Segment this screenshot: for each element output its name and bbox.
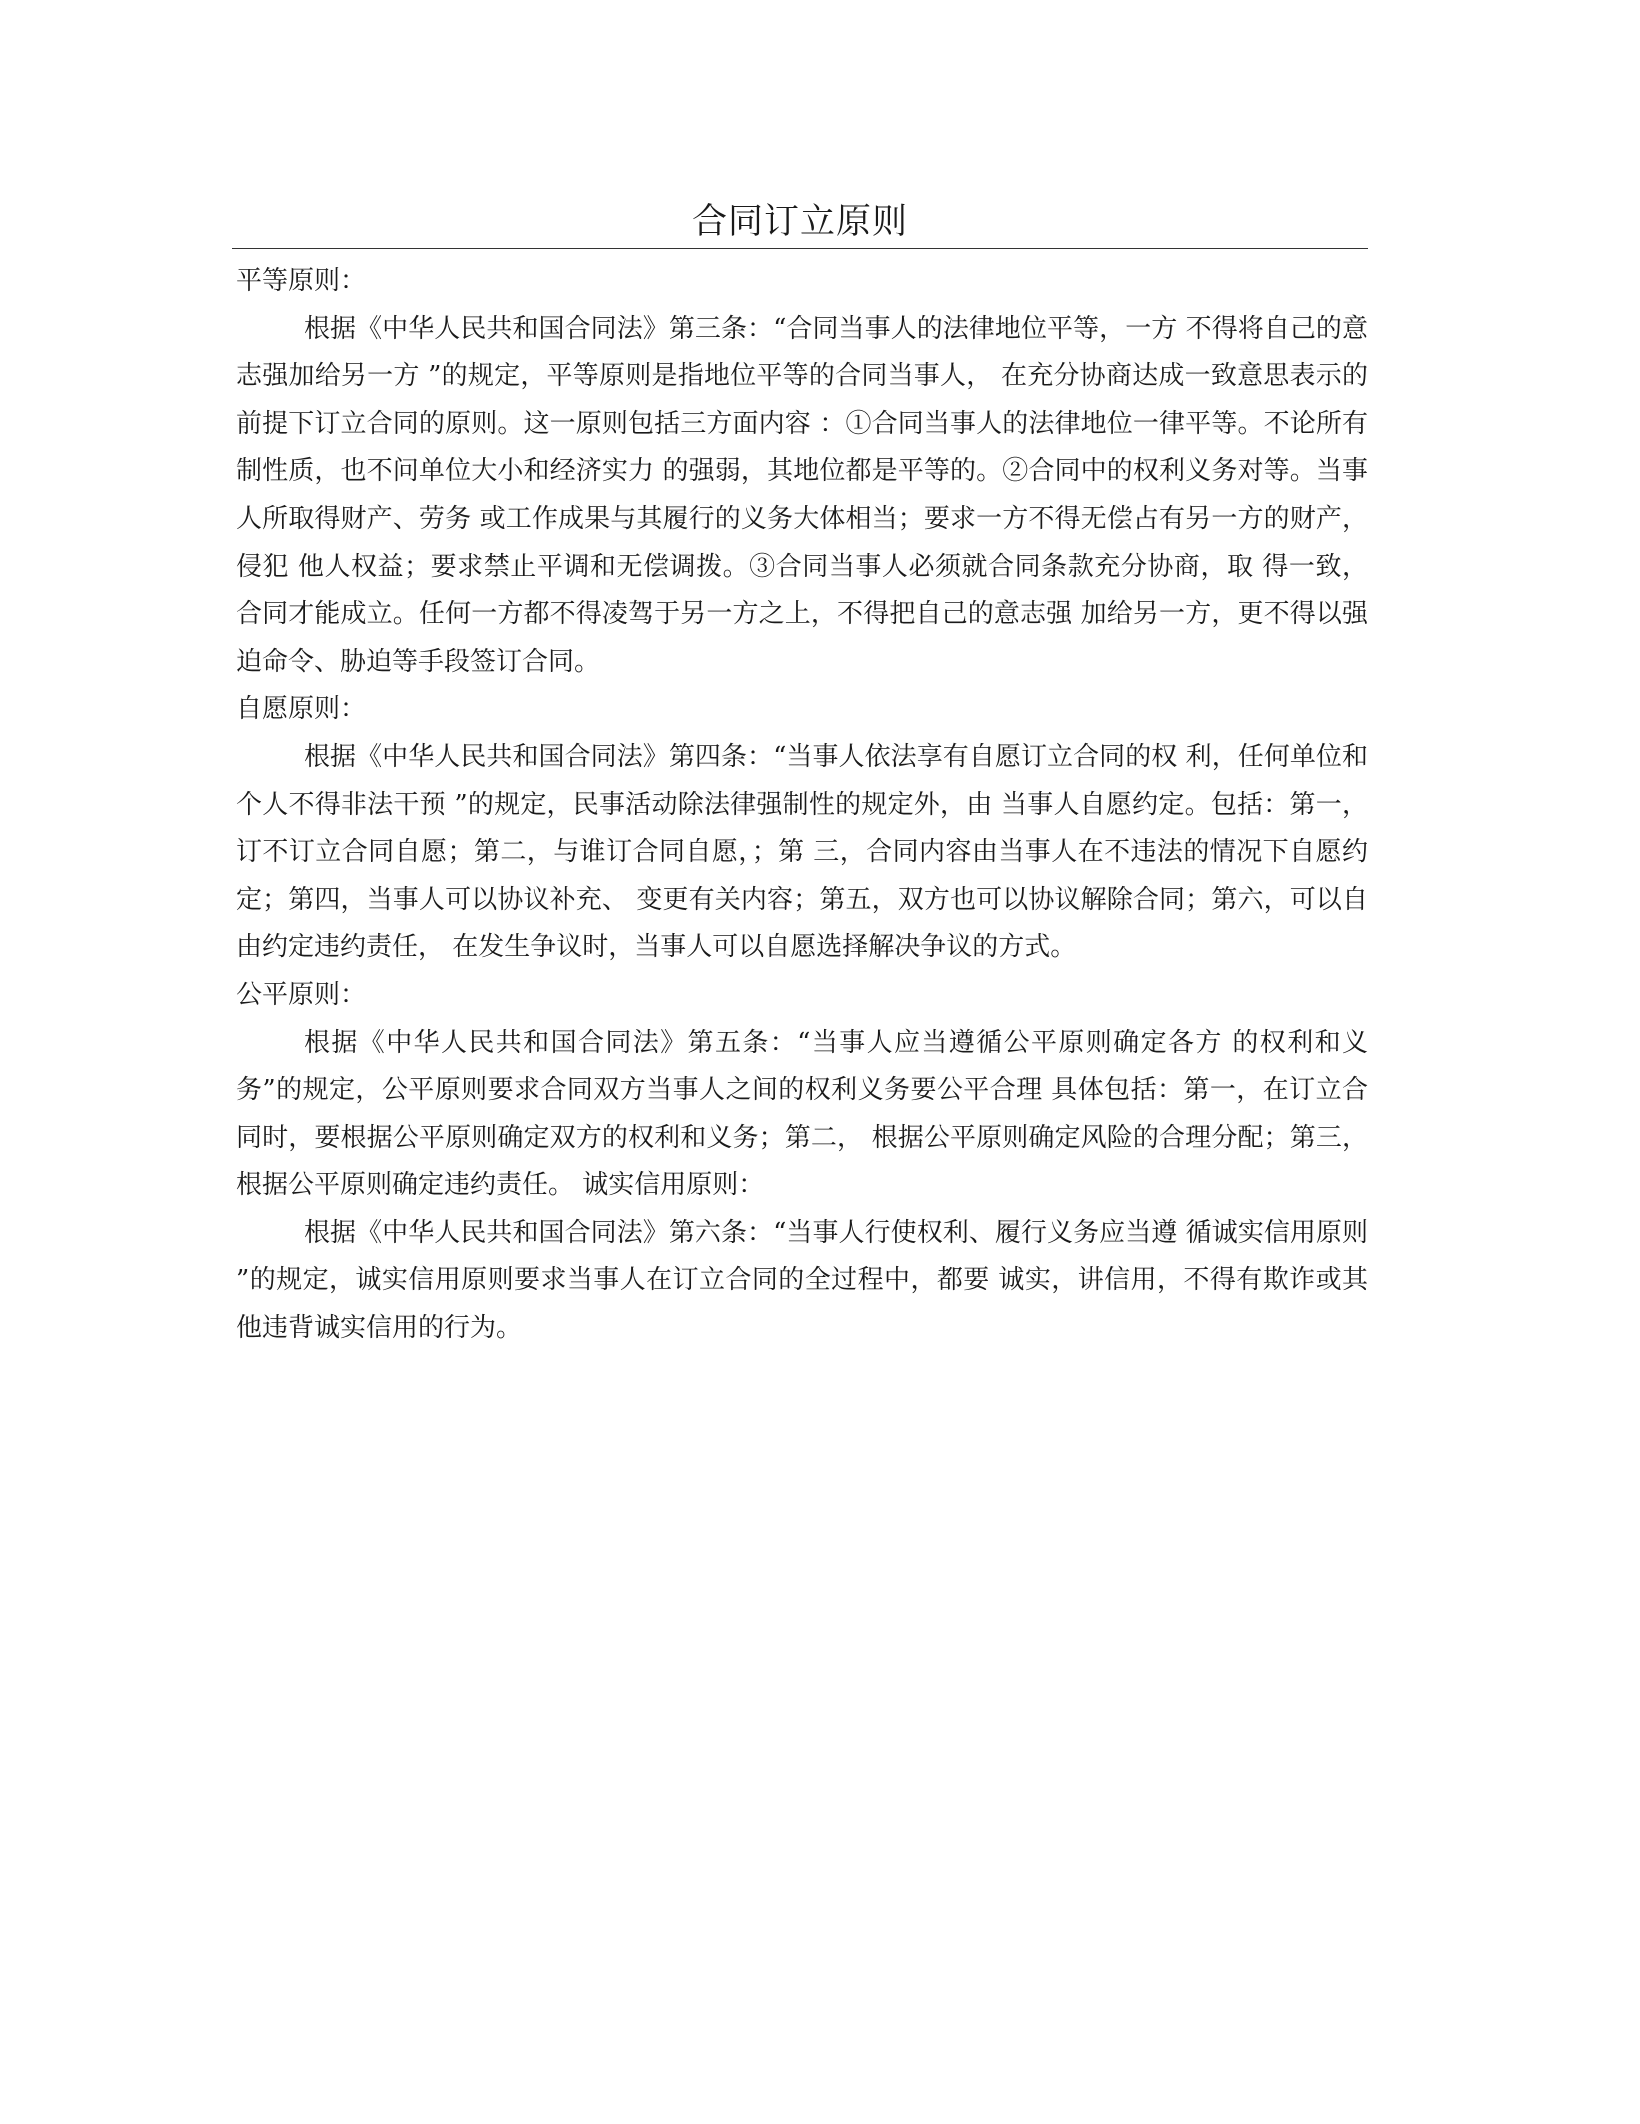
section-heading-voluntariness: 自愿原则： — [236, 694, 367, 725]
section-paragraph-equality: 根据《中华人民共和国合同法》第三条：“合同当事人的法律地位平等，一方 不得将自己的意志强加给另一方 ”的规定，平等原则是指地位平等的合同当事人， 在充分协商达成一致意思表示的前提下订立合同的原则。这一原则包括三方面内容 ：①合同当事人的法律地位一律平等。不论所有制性质，也不问单位大小和经济实力 的强弱，其地位都是平等的。②合同中的权利义务对等。当事人所取得财产、劳务 或工作成果与其履行的义务大体相当；要求一方不得无偿占有另一方的财产，侵犯 他人权益；要求禁止平调和无偿调拨。③合同当事人必须就合同条款充分协商，取 得一致，合同才能成立。任何一方都不得凌驾于另一方之上，不得把自己的意志强 加给另一方，更不得以强迫命令、胁迫等手段签订合同。 — [236, 313, 1368, 677]
section-paragraph-good-faith: 根据《中华人民共和国合同法》第六条：“当事人行使权利、履行义务应当遵 循诚实信用原则 ”的规定，诚实信用原则要求当事人在订立合同的全过程中，都要 诚实，讲信用，不得有欺诈或其他违背诚实信用的行为。 — [236, 1217, 1368, 1344]
document-title: 合同订立原则 — [691, 202, 908, 242]
title-underline-divider — [232, 248, 1368, 249]
document-body — [236, 258, 1368, 1353]
section-paragraph-fairness: 根据《中华人民共和国合同法》第五条：“当事人应当遵循公平原则确定各方 的权利和义务”的规定，公平原则要求合同双方当事人之间的权利义务要公平合理 具体包括：第一，在订立合同时，要根据公平原则确定双方的权利和义务；第二， 根据公平原则确定风险的合理分配；第三，根据公平原则确定违约责任。 诚实信用原则： — [236, 1027, 1368, 1201]
section-heading-fairness: 公平原则： — [236, 979, 367, 1010]
section-heading-equality: 平等原则： — [236, 266, 367, 296]
section-paragraph-voluntariness: 根据《中华人民共和国合同法》第四条：“当事人依法享有自愿订立合同的权 利，任何单位和个人不得非法干预 ”的规定，民事活动除法律强制性的规定外，由 当事人自愿约定。包括：第一，订不订立合同自愿；第二，与谁订合同自愿，；第 三，合同内容由当事人在不违法的情况下自愿约定；第四，当事人可以协议补充、 变更有关内容；第五，双方也可以协议解除合同；第六，可以自由约定违约责任， 在发生争议时，当事人可以自愿选择解决争议的方式。 — [236, 741, 1368, 963]
